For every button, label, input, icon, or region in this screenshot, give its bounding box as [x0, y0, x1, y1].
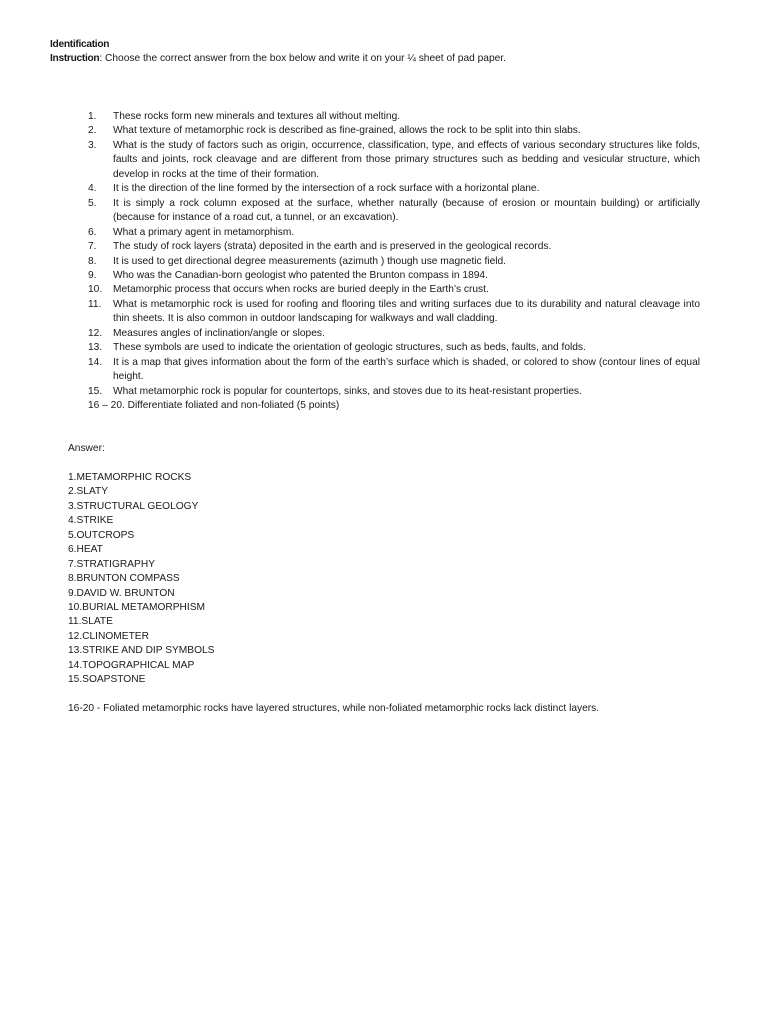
answer-item: 10.BURIAL METAMORPHISM — [68, 601, 205, 613]
question-number: 8. — [88, 255, 97, 267]
question-item — [88, 226, 700, 240]
question-number: 4. — [88, 183, 97, 195]
question-item — [88, 269, 700, 283]
question-number: 3. — [88, 139, 97, 151]
question-item — [88, 283, 700, 297]
document-heading: Identification — [50, 39, 110, 50]
question-text: It is simply a rock column exposed at the surface, whether naturally (because of erosion or mountain building) or artificially (because for instance of a road cut, a tunnel, or an excavation). — [113, 197, 700, 224]
answer-item: 7.STRATIGRAPHY — [68, 558, 155, 570]
instruction-text: : Choose the correct answer from the box below and write it on your ¼ sheet of pad paper. — [99, 53, 506, 64]
question-text: Metamorphic process that occurs when rocks are buried deeply in the Earth’s crust. — [113, 284, 489, 296]
question-item — [88, 240, 700, 254]
question-number: 6. — [88, 226, 97, 238]
answer-item: 9.DAVID W. BRUNTON — [68, 587, 175, 599]
question-text: It is the direction of the line formed by the intersection of a rock surface with a horizontal plane. — [113, 183, 540, 195]
question-text: These symbols are used to indicate the orientation of geologic structures, such as beds, faults, and folds. — [113, 342, 586, 354]
question-number: 12. — [88, 327, 103, 339]
question-item — [88, 356, 700, 385]
answer-16-20: 16-20 - Foliated metamorphic rocks have layered structures, while non-foliated metamorphic rocks lack distinct layers. — [68, 703, 600, 715]
question-number: 15. — [88, 385, 103, 397]
question-item — [88, 255, 700, 269]
question-text: What texture of metamorphic rock is described as fine-grained, allows the rock to be split into thin slabs. — [113, 125, 581, 137]
question-item — [88, 182, 700, 196]
question-item — [88, 298, 700, 327]
question-text: It is a map that gives information about the form of the earth’s surface which is shaded, or colored to show (contour lines of equal height. — [113, 356, 700, 383]
question-number: 7. — [88, 241, 97, 253]
question-item — [88, 197, 700, 226]
question-number: 13. — [88, 342, 103, 354]
instruction-label: Instruction — [50, 53, 100, 64]
answer-item: 11.SLATE — [68, 616, 113, 628]
question-item-16-20 — [88, 399, 700, 413]
answer-item: 8.BRUNTON COMPASS — [68, 573, 180, 585]
question-number: 14. — [88, 356, 103, 368]
answer-item: 5.OUTCROPS — [68, 529, 135, 541]
question-number: 2. — [88, 125, 97, 137]
question-text: What metamorphic rock is popular for countertops, sinks, and stoves due to its heat-resistant properties. — [113, 385, 582, 397]
question-item — [88, 139, 700, 182]
question-text: What is the study of factors such as origin, occurrence, classification, type, and effects of various secondary structures like folds, faults and joints, rock cleavage and are different from those primary structures such as bedding and vesicular structure, which develop in rocks at the time of their formation. — [113, 139, 700, 180]
answer-section — [68, 442, 599, 717]
question-text: 16 – 20. Differentiate foliated and non-foliated (5 points) — [88, 400, 340, 412]
question-number: 11. — [88, 298, 102, 310]
answer-item: 4.STRIKE — [68, 515, 114, 527]
question-text: These rocks form new minerals and textures all without melting. — [113, 111, 401, 122]
question-number: 10. — [88, 284, 103, 296]
answer-item: 15.SOAPSTONE — [68, 674, 146, 686]
answer-item: 3.STRUCTURAL GEOLOGY — [68, 500, 199, 512]
question-text: It is used to get directional degree measurements (azimuth ) though use magnetic field. — [113, 255, 506, 267]
question-item — [88, 341, 700, 355]
question-item — [88, 110, 700, 124]
question-number: 9. — [88, 269, 97, 281]
instruction-line — [50, 53, 506, 64]
question-item — [88, 327, 700, 341]
answer-item: 6.HEAT — [68, 544, 103, 556]
question-item — [88, 385, 700, 399]
answer-label: Answer: — [68, 443, 105, 454]
answer-list — [68, 471, 599, 688]
answer-item: 2.SLATY — [68, 486, 109, 498]
question-list — [88, 110, 700, 414]
question-text: Who was the Canadian-born geologist who patented the Brunton compass in 1894. — [113, 269, 488, 281]
question-item — [88, 124, 700, 138]
question-text: What is metamorphic rock is used for roofing and flooring tiles and writing surfaces due to its durability and natural cleavage into thin sheets. It is also common in outdoor landscaping for walkways and wall cladding. — [113, 298, 700, 325]
question-text: The study of rock layers (strata) deposited in the earth and is preserved in the geological records. — [113, 241, 552, 253]
question-text: What a primary agent in metamorphism. — [113, 226, 295, 238]
answer-item: 1.METAMORPHIC ROCKS — [68, 471, 192, 483]
question-number: 5. — [88, 197, 97, 209]
question-text: Measures angles of inclination/angle or slopes. — [113, 327, 325, 339]
answer-item: 12.CLINOMETER — [68, 630, 149, 642]
question-number: 1. — [88, 111, 97, 122]
answer-item: 14.TOPOGRAPHICAL MAP — [68, 659, 195, 671]
answer-item: 13.STRIKE AND DIP SYMBOLS — [68, 645, 215, 657]
